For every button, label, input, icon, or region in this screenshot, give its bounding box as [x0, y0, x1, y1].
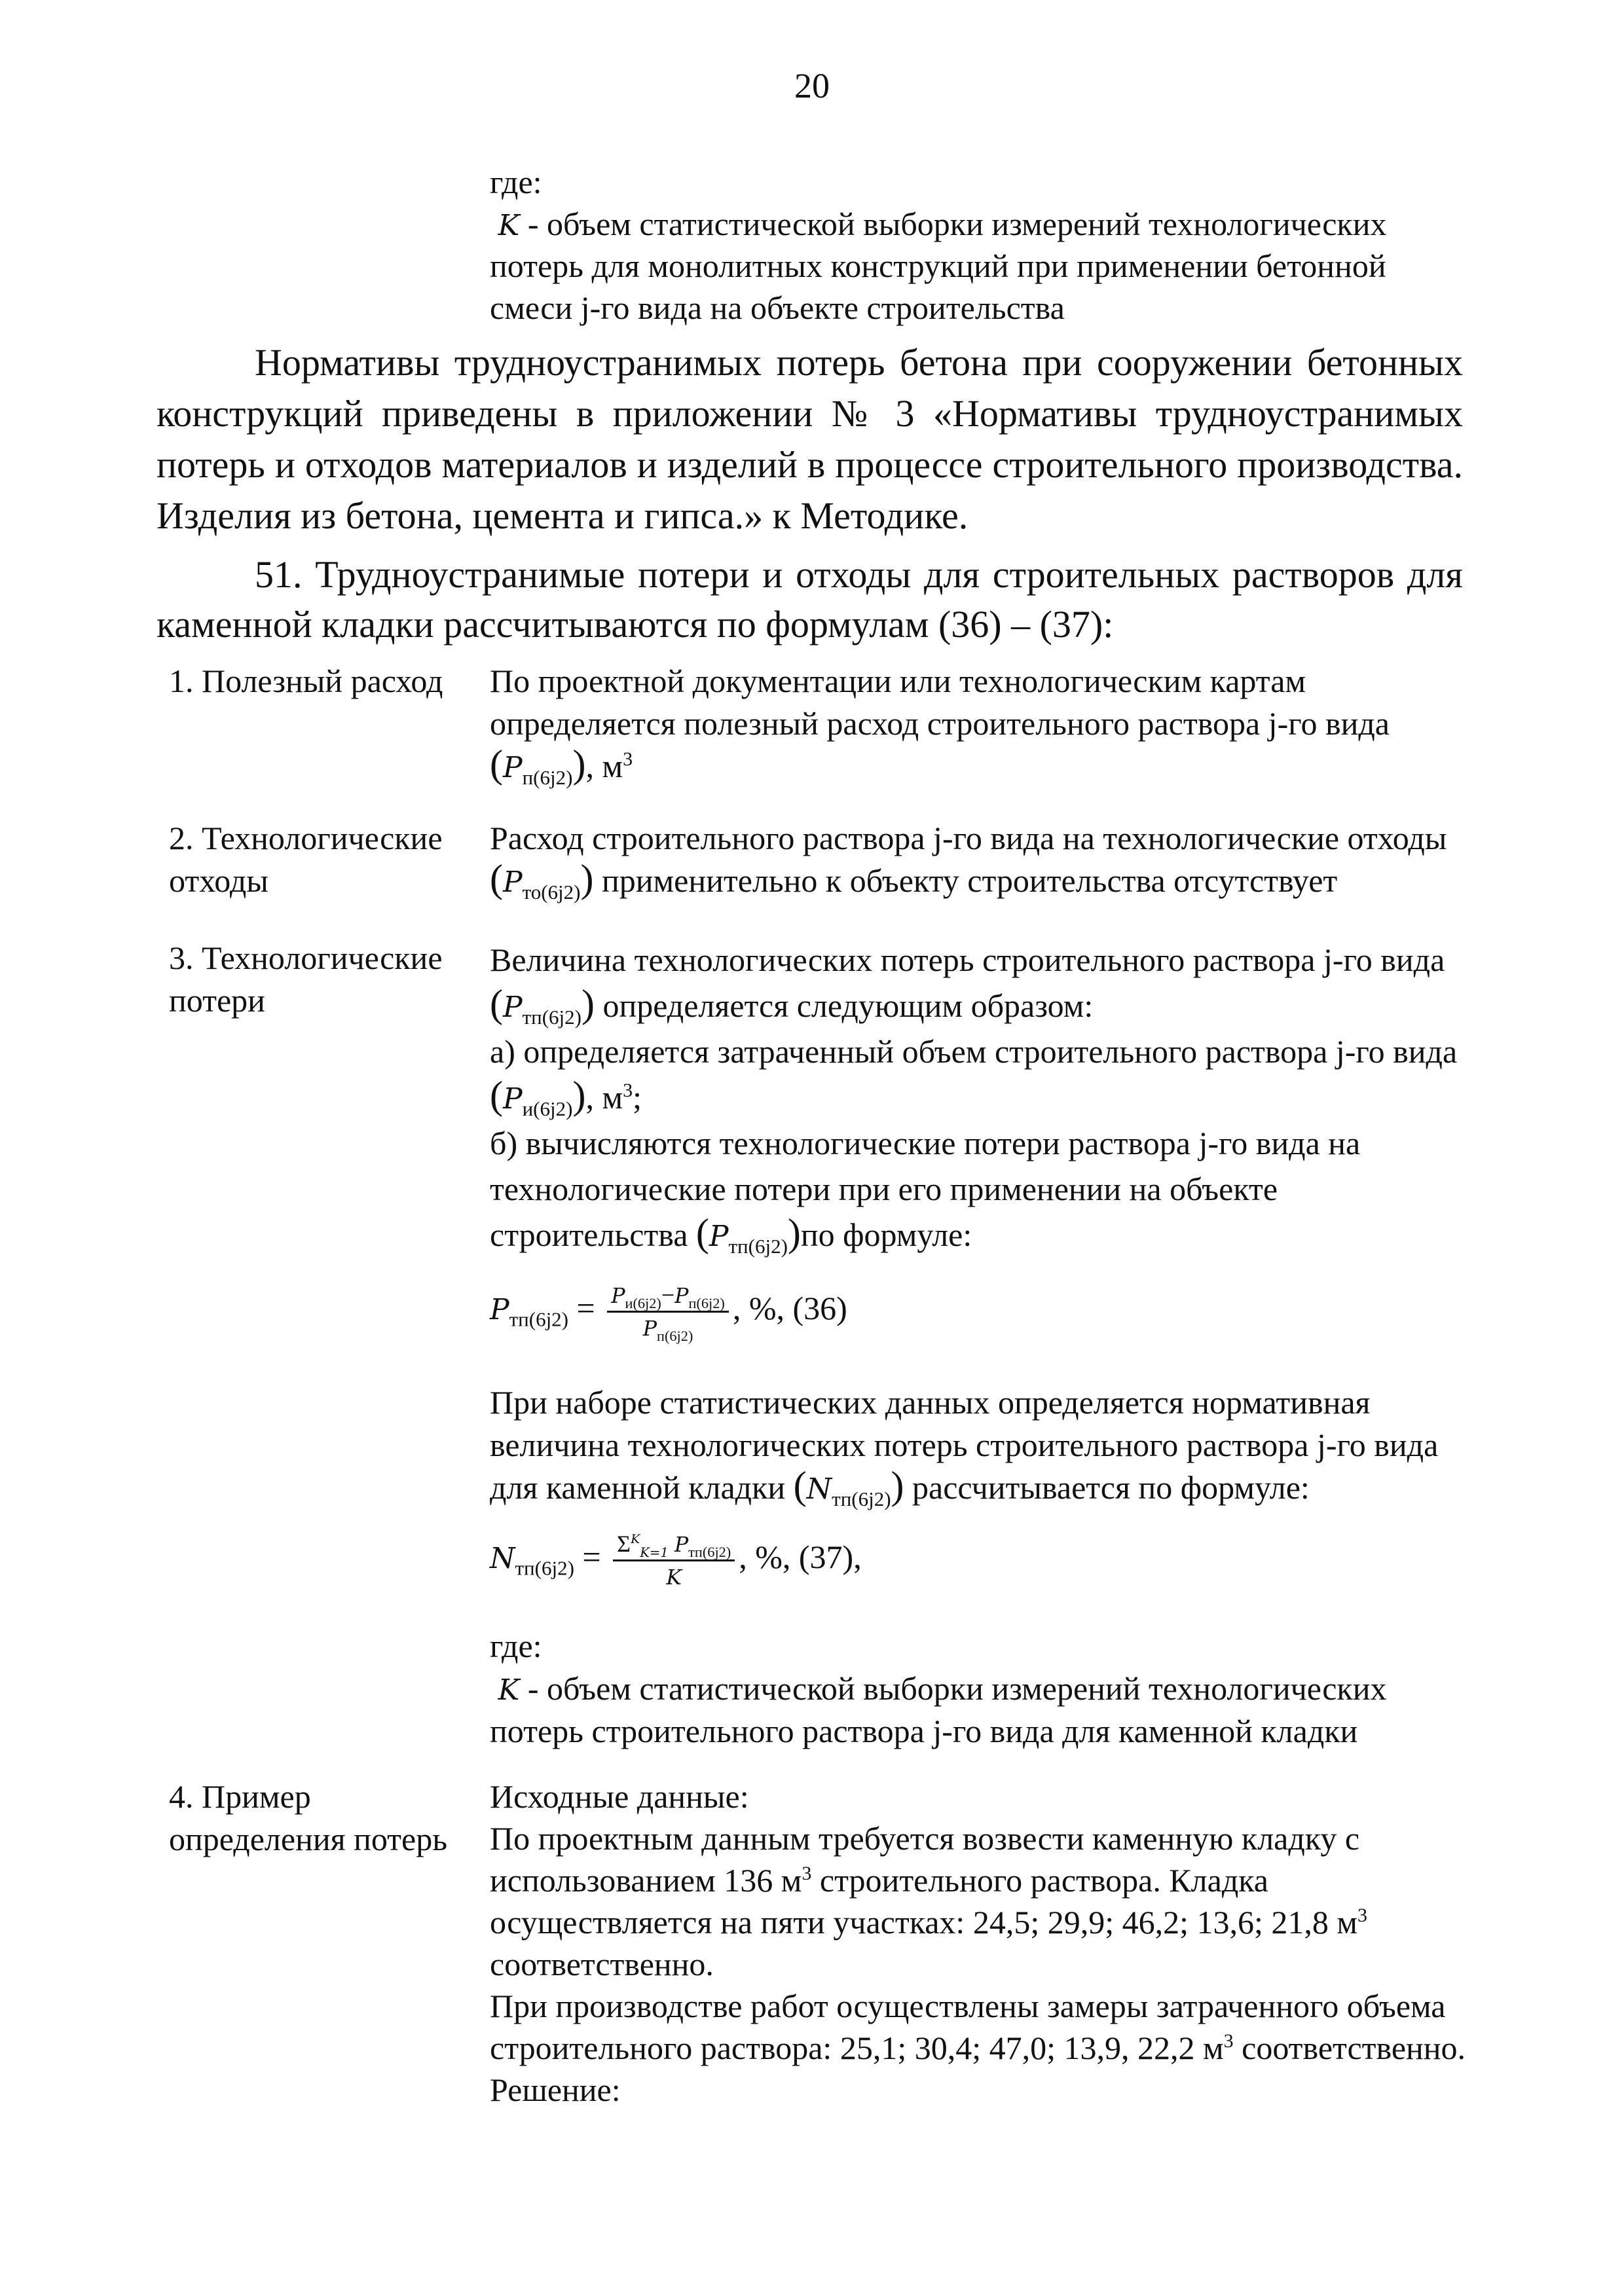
subscript: тп(6j2)	[509, 1307, 569, 1331]
label-line: 3. Технологические	[169, 939, 443, 976]
text-line: Исходные данные:	[490, 1778, 749, 1815]
symbol: P	[502, 751, 523, 784]
symbol: P	[490, 1292, 509, 1326]
row-label-example	[169, 1776, 470, 1861]
text-line: Расход строительного раствора j-го вида на технологические отходы	[490, 820, 1447, 856]
formula-inline: для каменной кладки $(N_{тп(6j2)})$ рассчитывается по формуле:	[490, 1464, 1310, 1510]
row-content-example	[490, 1776, 1466, 2111]
text-line: По проектной документации или технологическим картам	[490, 663, 1306, 699]
fraction	[607, 1280, 729, 1343]
label-line: отходы	[169, 862, 268, 899]
subscript: п(6j2)	[688, 1294, 725, 1311]
text-line: Нормативы трудноустранимых потерь бетона при сооружении бетонных	[255, 341, 1463, 384]
text-line: При производстве работ осуществлены замеры затраченного объема	[490, 1988, 1446, 2024]
text: строительного раствора: 25,1; 30,4; 47,0; 13,9, 22,2 м	[490, 2030, 1224, 2066]
intro-where-block	[490, 161, 1472, 329]
formula-inline: $(P_{и(6j2)})$, $м^3$;	[490, 1074, 642, 1120]
formula-37	[490, 1529, 862, 1592]
superscript: 3	[623, 1080, 633, 1101]
symbol: P	[642, 1317, 657, 1341]
subscript: п(6j2)	[657, 1327, 693, 1344]
k-definition-line	[490, 203, 1472, 245]
formula-36	[490, 1280, 847, 1343]
symbol: P	[502, 866, 523, 899]
text-line: технологические потери при его применении на объекте	[490, 1171, 1278, 1207]
denominator	[607, 1313, 729, 1343]
text-line	[490, 1901, 1466, 1943]
unit: , м	[585, 748, 623, 784]
symbol: N	[806, 1472, 832, 1506]
subscript: и(6j2)	[625, 1294, 661, 1311]
text: осуществляется на пяти участках: 24,5; 29,9; 46,2; 13,6; 21,8 м	[490, 1904, 1358, 1941]
text: соответственно.	[1233, 2030, 1466, 2066]
text-line: определяется полезный расход строительного раствора j-го вида	[490, 705, 1390, 742]
unit: , м	[585, 1079, 623, 1116]
text: - объем статистической выборки измерений технологических	[519, 1670, 1387, 1707]
text-line: каменной кладки рассчитываются по формулам (36) – (37):	[157, 603, 1114, 646]
subscript: п(6j2)	[522, 765, 573, 789]
text-line	[490, 2027, 1466, 2069]
superscript: 3	[1357, 1904, 1368, 1926]
formula-number: , %, (37),	[739, 1538, 862, 1575]
text-line: смеси j-го вида на объекте строительства	[490, 289, 1065, 326]
sigma: Σ	[617, 1531, 631, 1557]
symbol: N	[490, 1541, 515, 1575]
text-line: б) вычисляются технологические потери раствора j-го вида на	[490, 1125, 1361, 1161]
symbol: P	[674, 1285, 689, 1308]
formula-number: , %, (36)	[732, 1289, 847, 1326]
text: рассчитывается по формуле:	[904, 1469, 1310, 1506]
equals: =	[576, 1289, 595, 1326]
formula-inline: $(P_{тп(6j2)})$ определяется следующим образом:	[490, 982, 1094, 1029]
superscript: 3	[802, 1863, 812, 1884]
symbol: P	[502, 991, 523, 1024]
text-line: а) определяется затраченный объем строительного раствора j-го вида	[490, 1033, 1458, 1070]
text-line: потерь и отходов материалов и изделий в процессе строительного производства.	[157, 443, 1463, 486]
text-line: По проектным данным требуется возвести каменную кладку с	[490, 1820, 1360, 1857]
where-label: где:	[490, 1628, 542, 1664]
subscript: тп(6j2)	[522, 1005, 581, 1029]
label-line: 4. Пример	[169, 1778, 311, 1815]
statistics-paragraph	[490, 1381, 1466, 1509]
symbol: P	[611, 1285, 625, 1308]
subscript: и(6j2)	[522, 1097, 573, 1120]
text: строительного раствора. Кладка	[811, 1862, 1268, 1899]
text: ;	[633, 1079, 642, 1116]
row-content-tech-losses	[490, 937, 1466, 1258]
row-label-tech-losses	[169, 937, 470, 1022]
text: для каменной кладки	[490, 1469, 794, 1506]
text-line: Решение:	[490, 2071, 621, 2108]
upper-limit: K	[631, 1532, 640, 1547]
text-line: потерь для монолитных конструкций при применении бетонной	[490, 247, 1386, 284]
main-paragraph	[157, 337, 1463, 541]
superscript: 3	[1223, 2030, 1234, 2052]
formula-inline: $(P_{то(6j2)})$ применительно к объекту строительства отсутствует	[490, 857, 1338, 903]
text: строительства	[490, 1216, 696, 1253]
lower-limit: K=1	[640, 1544, 669, 1560]
paragraph-51	[157, 550, 1463, 649]
text: использованием 136 м	[490, 1862, 802, 1899]
text: определяется следующим образом:	[594, 987, 1094, 1024]
denominator	[613, 1561, 735, 1592]
label-line: определения потерь	[169, 1821, 448, 1857]
minus: −	[661, 1282, 675, 1308]
subscript: тп(6j2)	[688, 1543, 731, 1560]
k-symbol: K	[498, 209, 520, 242]
label-line: 1. Полезный расход	[169, 663, 443, 699]
row-content-useful-consumption	[490, 660, 1466, 788]
text: применительно к объекту строительства отсутствует	[593, 862, 1338, 899]
subscript: то(6j2)	[522, 880, 581, 903]
label-line: потери	[169, 982, 265, 1019]
page-number: 20	[794, 66, 830, 105]
row-content-tech-waste	[490, 817, 1466, 902]
k-symbol: K	[498, 1673, 520, 1707]
text: - объем статистической выборки измерений технологических	[519, 206, 1387, 242]
text-line: конструкций приведены в приложении № 3 «Нормативы трудноустранимых	[157, 392, 1463, 435]
row-label-useful-consumption	[169, 660, 470, 702]
text: по формуле:	[800, 1216, 972, 1253]
symbol: K	[666, 1565, 682, 1590]
text-line: Изделия из бетона, цемента и гипса.» к Методике.	[157, 494, 969, 537]
where-block-37	[490, 1625, 1466, 1753]
row-label-tech-waste	[169, 817, 470, 902]
numerator	[613, 1529, 735, 1561]
equals: =	[582, 1538, 601, 1575]
text-line	[490, 1859, 1466, 1901]
superscript: 3	[623, 748, 633, 770]
symbol: P	[502, 1082, 523, 1116]
label-line: 2. Технологические	[169, 820, 443, 856]
subscript: тп(6j2)	[728, 1234, 788, 1258]
text-line: потерь строительного раствора j-го вида для каменной кладки	[490, 1713, 1358, 1749]
symbol: P	[709, 1220, 729, 1253]
text-line: соответственно.	[490, 1946, 714, 1982]
symbol: P	[674, 1533, 689, 1557]
text-line: Величина технологических потерь строительного раствора j-го вида	[490, 941, 1445, 978]
subscript: тп(6j2)	[832, 1487, 891, 1510]
formula-inline: $(P_{п(6j2)})$, $м^3$	[490, 742, 633, 789]
formula-inline: строительства $(P_{тп(6j2)})по$ формуле:	[490, 1211, 972, 1258]
text-line: При наборе статистических данных определяется нормативная	[490, 1384, 1371, 1421]
where-label: где:	[490, 164, 542, 200]
k-definition-line	[490, 1667, 1466, 1710]
fraction	[613, 1529, 735, 1592]
numerator	[607, 1280, 729, 1313]
text-line: величина технологических потерь строительного раствора j-го вида	[490, 1427, 1439, 1463]
subscript: тп(6j2)	[515, 1556, 574, 1580]
text-line: 51. Трудноустранимые потери и отходы для строительных растворов для	[255, 553, 1463, 596]
